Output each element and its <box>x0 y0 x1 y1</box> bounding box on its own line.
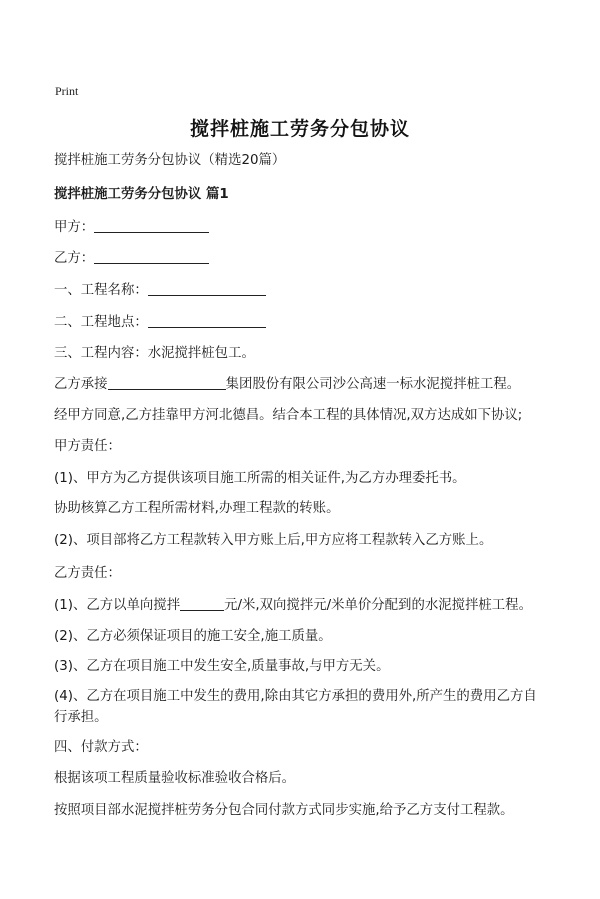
document-subtitle: 搅拌桩施工劳务分包协议（精选20篇） <box>54 153 286 168</box>
project-location-blank <box>148 312 266 328</box>
party-b-line <box>54 248 550 269</box>
project-content-line: 三、工程内容：水泥搅拌桩包工。 <box>54 346 255 361</box>
party-b-label: 乙方： <box>54 251 95 266</box>
project-location-line <box>54 312 550 333</box>
party-b-duty-2: (2)、乙方必须保证项目的施工安全,施工质量。 <box>54 629 332 644</box>
party-b-duty-heading: 乙方责任： <box>54 566 121 581</box>
party-a-line <box>54 217 550 238</box>
contract-line <box>54 374 550 395</box>
document-title: 搅拌桩施工劳务分包协议 <box>189 118 410 140</box>
print-label[interactable]: Print <box>55 84 79 98</box>
contract-company-blank <box>108 374 226 390</box>
party-a-duty-1b: 协助核算乙方工程所需材料,办理工程款的转账。 <box>54 501 340 516</box>
party-b-duty-1-prefix: (1)、乙方以单向搅拌 <box>54 598 181 613</box>
party-a-duty-1: (1)、甲方为乙方提供该项目施工所需的相关证件,为乙方办理委托书。 <box>54 471 466 486</box>
party-b-duty-4: (4)、乙方在项目施工中发生的费用,除由其它方承担的费用外,所产生的费用乙方自行承担。 <box>54 689 537 725</box>
contract-suffix: 集团股份有限公司沙公高速一标水泥搅拌桩工程。 <box>225 377 521 392</box>
party-a-duty-heading: 甲方责任： <box>54 439 121 454</box>
contract-prefix: 乙方承接 <box>54 377 108 392</box>
unit-price-blank <box>180 595 224 611</box>
party-a-label: 甲方： <box>54 220 95 235</box>
party-b-blank <box>94 248 209 264</box>
section-heading: 搅拌桩施工劳务分包协议 篇1 <box>54 187 229 202</box>
agreement-line: 经甲方同意,乙方挂靠甲方河北德昌。结合本工程的具体情况,双方达成如下协议; <box>54 408 523 423</box>
payment-heading: 四、付款方式： <box>54 740 148 755</box>
party-b-duty-1-suffix: 元/米,双向搅拌元/米单价分配到的水泥搅拌桩工程。 <box>224 598 532 613</box>
party-b-duty-1 <box>54 595 550 616</box>
payment-2: 按照项目部水泥搅拌桩劳务分包合同付款方式同步实施,给予乙方支付工程款。 <box>54 803 514 818</box>
project-location-label: 二、工程地点： <box>54 315 148 330</box>
project-name-line <box>54 280 550 301</box>
project-name-label: 一、工程名称： <box>54 283 148 298</box>
party-a-blank <box>94 217 209 233</box>
party-a-duty-2: (2)、项目部将乙方工程款转入甲方账上后,甲方应将工程款转入乙方账上。 <box>54 533 493 548</box>
payment-1: 根据该项工程质量验收标准验收合格后。 <box>54 771 296 786</box>
party-b-duty-3: (3)、乙方在项目施工中发生安全,质量事故,与甲方无关。 <box>54 659 390 674</box>
project-name-blank <box>148 280 266 296</box>
